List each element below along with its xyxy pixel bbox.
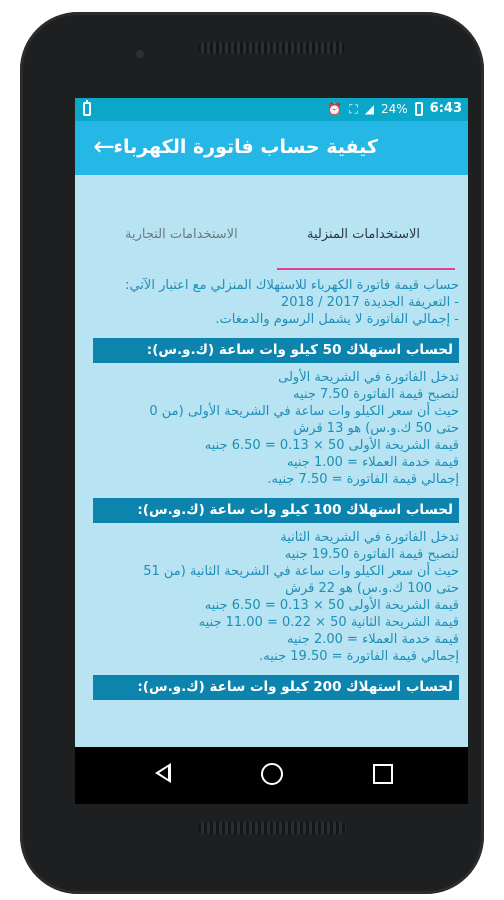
nav-back-icon[interactable] bbox=[155, 763, 171, 783]
front-camera bbox=[136, 50, 144, 58]
section-line: قيمة الشريحة الأولى 50 × 0.13 = 6.50 جنيه bbox=[204, 598, 459, 613]
top-speaker bbox=[198, 42, 346, 54]
nav-bar bbox=[75, 747, 468, 804]
section-line: قيمة الشريحة الثانية 50 × 0.22 = 11.00 جنيه bbox=[198, 615, 459, 630]
section-line: حيث أن سعر الكيلو وات ساعة في الشريحة الثانية (من 51 bbox=[143, 564, 459, 579]
bottom-speaker bbox=[198, 822, 346, 834]
section-body-100 bbox=[93, 529, 459, 665]
nav-recents-icon[interactable] bbox=[373, 764, 393, 784]
section-line: إجمالي قيمة الفاتورة = 19.50 جنيه. bbox=[259, 649, 459, 664]
phone-frame bbox=[20, 12, 484, 894]
signal-icon: ◢ bbox=[364, 102, 374, 116]
section-line: حتى 100 ك.و.س) هو 22 قرش bbox=[285, 581, 459, 596]
intro-line: حساب قيمة فاتورة الكهرباء للاستهلاك المنزلي مع اعتبار الآتي: bbox=[125, 278, 459, 293]
section-body-50 bbox=[93, 369, 459, 488]
intro-line: - التعريفة الجديدة 2017 / 2018 bbox=[280, 295, 459, 310]
content-area[interactable] bbox=[75, 175, 468, 747]
app-bar bbox=[75, 121, 468, 175]
tab-home-usage[interactable]: الاستخدامات المنزلية bbox=[307, 227, 421, 242]
section-line: إجمالي قيمة الفاتورة = 7.50 جنيه. bbox=[267, 472, 459, 487]
section-header-100: لحساب استهلاك 100 كيلو وات ساعة (ك.و.س): bbox=[93, 498, 459, 523]
section-line: حتى 50 ك.و.س) هو 13 قرش bbox=[293, 421, 459, 436]
intro-line: - إجمالي الفاتورة لا يشمل الرسوم والدمغات. bbox=[215, 312, 459, 327]
section-line: لتصبح قيمة الفاتورة 19.50 جنيه bbox=[284, 547, 459, 562]
screen bbox=[75, 98, 468, 804]
battery-percent: 24% bbox=[380, 102, 408, 116]
tab-commercial-usage[interactable]: الاستخدامات التجارية bbox=[125, 227, 238, 242]
section-line: قيمة خدمة العملاء = 2.00 جنيه bbox=[286, 632, 459, 647]
back-arrow-icon[interactable]: ← bbox=[93, 132, 115, 162]
alarm-icon: ⏰ bbox=[327, 102, 343, 116]
signal-off-icon: ⛶ bbox=[349, 102, 358, 116]
section-line: قيمة خدمة العملاء = 1.00 جنيه bbox=[286, 455, 459, 470]
battery-status-icon bbox=[415, 102, 423, 116]
page-title: كيفية حساب فاتورة الكهرباء bbox=[113, 136, 378, 158]
article-body bbox=[93, 277, 459, 706]
section-header-50: لحساب استهلاك 50 كيلو وات ساعة (ك.و.س): bbox=[93, 338, 459, 363]
intro-paragraph bbox=[93, 277, 459, 328]
section-line: تدخل الفاتورة في الشريحة الثانية bbox=[280, 530, 459, 545]
nav-home-icon[interactable] bbox=[261, 763, 283, 785]
section-line: تدخل الفاتورة في الشريحة الأولى bbox=[278, 370, 459, 385]
section-line: لتصبح قيمة الفاتورة 7.50 جنيه bbox=[293, 387, 459, 402]
clock: 6:43 bbox=[429, 101, 462, 116]
tab-indicator bbox=[277, 268, 455, 270]
battery-icon bbox=[83, 102, 91, 116]
status-bar bbox=[75, 98, 468, 121]
tab-bar bbox=[75, 175, 468, 273]
section-line: حيث أن سعر الكيلو وات ساعة في الشريحة الأولى (من 0 bbox=[149, 404, 459, 419]
section-header-200: لحساب استهلاك 200 كيلو وات ساعة (ك.و.س): bbox=[93, 675, 459, 700]
section-line: قيمة الشريحة الأولى 50 × 0.13 = 6.50 جنيه bbox=[204, 438, 459, 453]
